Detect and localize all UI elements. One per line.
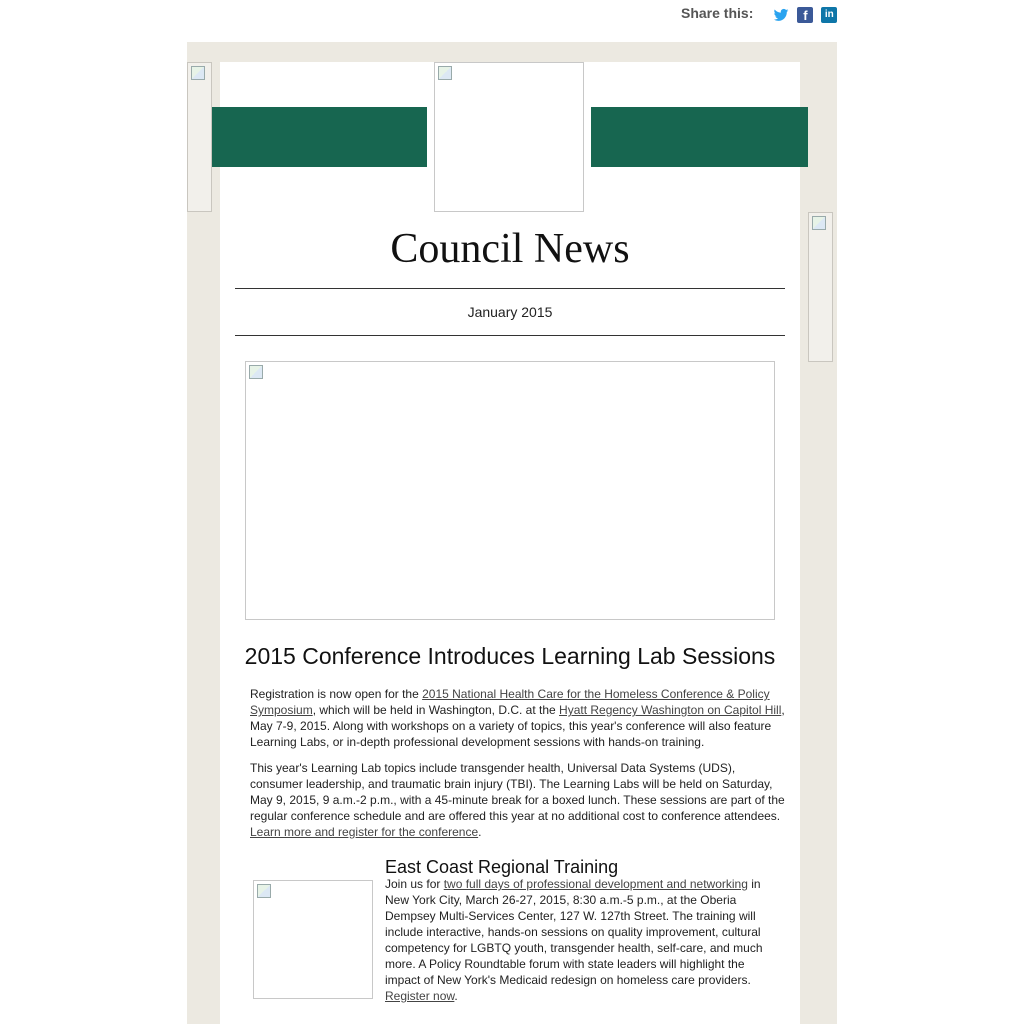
article-heading: 2015 Conference Introduces Learning Lab Sessions — [244, 643, 776, 669]
training-heading: East Coast Regional Training — [385, 857, 619, 877]
article-paragraph-2 — [250, 760, 786, 840]
text-segment: in New York City, March 26-27, 2015, 8:30 a.m.-5 p.m., at the Oberia Dempsey Multi-Services Center, 127 W. 127th Street. The training will include interactive, hands-on sessions on quality improvement, cultural competency for LGBTQ youth, transgender health, self-care, and much more. A Policy Roundtable forum with state leaders will highlight the impact of New York's Medicaid redesign on homeless care providers. — [385, 877, 763, 987]
linkedin-icon[interactable]: in — [821, 7, 837, 23]
training-thumbnail-image — [253, 880, 373, 999]
divider-bottom — [235, 335, 785, 336]
text-segment: . — [478, 825, 482, 839]
text-segment: , May 7-9, 2015. Along with workshops on a variety of topics, this year's conference will also feature Learning Labs, or in-depth professional development sessions with hands-on training. — [250, 703, 785, 749]
left-header-image — [187, 62, 212, 212]
share-label: Share this: — [681, 5, 754, 21]
register-now-link[interactable]: Register now — [385, 989, 455, 1003]
text-segment: Registration is now open for the — [250, 687, 423, 701]
conference-link[interactable]: 2015 National Health Care for the Homeless Conference & Policy Symposium — [250, 687, 770, 717]
register-conference-link[interactable]: Learn more and register for the conference — [250, 825, 479, 839]
newsletter-title: Council News — [390, 226, 630, 272]
divider-top — [235, 288, 785, 289]
logo-image — [434, 62, 584, 212]
share-bar — [681, 3, 837, 23]
text-segment: , which will be held in Washington, D.C. at the — [312, 703, 560, 717]
training-details-link[interactable]: two full days of professional development and networking — [443, 877, 748, 891]
hero-image — [245, 361, 775, 620]
facebook-icon[interactable]: f — [797, 7, 813, 23]
header-band-right — [591, 107, 808, 167]
text-segment: Join us for — [385, 877, 444, 891]
hotel-link[interactable]: Hyatt Regency Washington on Capitol Hill — [559, 703, 782, 717]
text-segment: . — [454, 989, 458, 1003]
text-segment: This year's Learning Lab topics include transgender health, Universal Data Systems (UDS), consumer leadership, and traumatic brain injury (TBI). The Learning Labs will be held on Saturday, May 9, 2015, 9 a.m.-2 p.m., with a 45-minute break for a boxed lunch. These sessions are part of the regular conference schedule and are offered this year at no additional cost to conference attendees. — [250, 761, 785, 823]
twitter-icon[interactable] — [773, 7, 789, 23]
issue-date: January 2015 — [467, 304, 553, 320]
header-band-left — [212, 107, 427, 167]
right-header-image — [808, 212, 833, 362]
training-paragraph — [385, 876, 777, 1004]
article-paragraph-1 — [250, 686, 786, 750]
